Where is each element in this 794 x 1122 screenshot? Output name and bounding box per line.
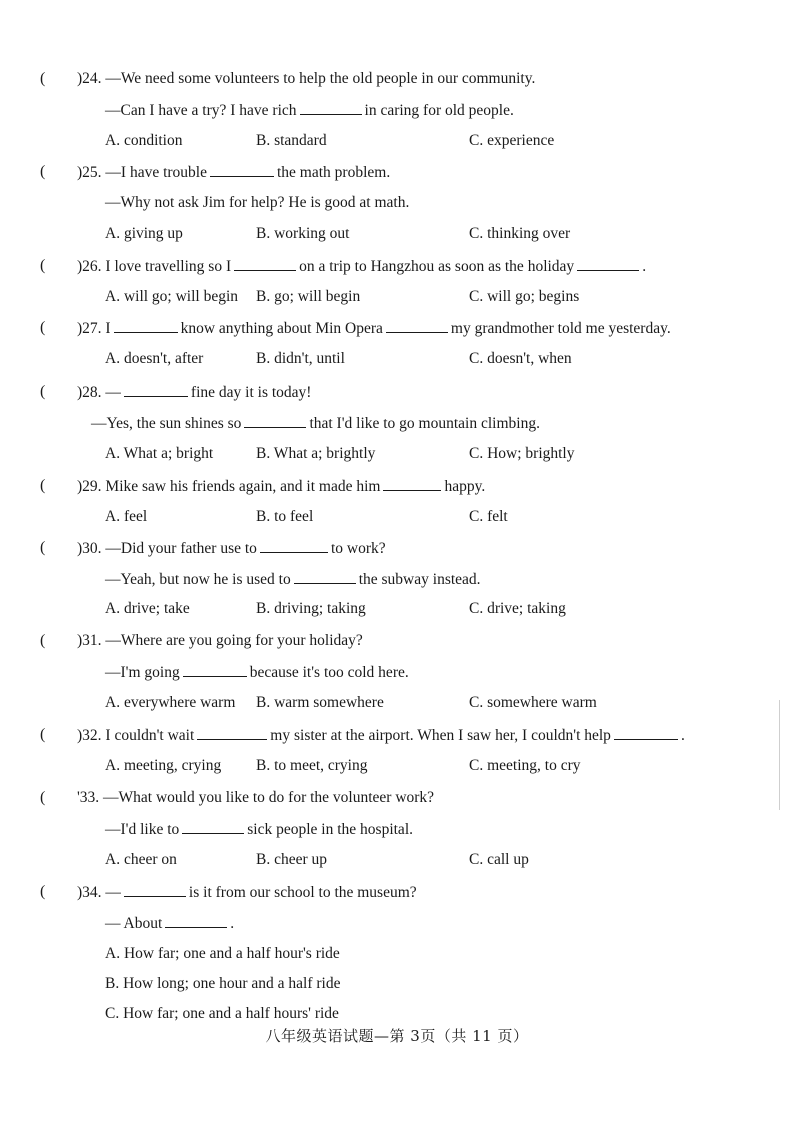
question-stem — [77, 883, 417, 902]
scan-mark — [779, 700, 780, 810]
question-text: happy. — [444, 478, 486, 495]
question-text: )32. I couldn't wait — [77, 727, 195, 744]
answer-blank — [614, 726, 678, 740]
question-line — [91, 414, 540, 433]
question-text: —Can I have a try? I have rich — [105, 102, 297, 119]
question-text: know anything about Min Opera — [180, 320, 383, 337]
question-stem — [77, 70, 535, 88]
answer-paren: ( — [40, 789, 46, 806]
answer-blank — [260, 539, 328, 553]
question-line — [105, 570, 481, 589]
answer-option: A. will go; will begin — [105, 288, 239, 305]
answer-option: A. How far; one and a half hour's ride — [105, 945, 340, 962]
question-text: )24. —We need some volunteers to help the old people in our community. — [77, 70, 536, 87]
question-text: )29. Mike saw his friends again, and it made him — [77, 478, 381, 495]
answer-blank — [386, 319, 448, 333]
answer-option: A. everywhere warm — [105, 694, 236, 711]
question-text: fine day it is today! — [190, 384, 312, 401]
answer-blank — [182, 820, 244, 834]
question-line — [105, 820, 413, 839]
answer-option: C. How far; one and a half hours' ride — [105, 1005, 339, 1022]
answer-option: B. How long; one hour and a half ride — [105, 975, 341, 992]
answer-paren: ( — [40, 477, 46, 494]
page-footer: 八年级英语试题—第 3页（共 11 页） — [265, 1027, 529, 1045]
answer-blank — [124, 883, 186, 897]
answer-option: B. cheer up — [256, 851, 328, 868]
question-line — [105, 663, 409, 682]
answer-blank — [234, 257, 296, 271]
answer-option: C. somewhere warm — [469, 694, 597, 711]
question-text: is it from our school to the museum? — [188, 884, 417, 901]
answer-option: A. giving up — [105, 225, 183, 242]
question-text: —Yes, the sun shines so — [91, 415, 242, 432]
answer-option: B. working out — [256, 225, 350, 242]
answer-option: B. go; will begin — [256, 288, 361, 305]
question-stem — [77, 789, 434, 807]
answer-option: B. warm somewhere — [256, 694, 384, 711]
answer-option: C. call up — [469, 851, 529, 868]
answer-paren: ( — [40, 383, 46, 400]
question-text: that I'd like to go mountain climbing. — [309, 415, 540, 432]
answer-paren: ( — [40, 70, 46, 87]
question-text: —Why not ask Jim for help? He is good at math. — [105, 194, 410, 211]
question-text: sick people in the hospital. — [247, 821, 413, 838]
answer-option: B. What a; brightly — [256, 445, 376, 462]
answer-option: C. will go; begins — [469, 288, 580, 305]
answer-option: A. What a; bright — [105, 445, 214, 462]
answer-paren: ( — [40, 539, 46, 556]
answer-paren: ( — [40, 632, 46, 649]
question-text: —I'd like to — [105, 821, 180, 838]
answer-option: C. felt — [469, 508, 508, 525]
answer-option: B. didn't, until — [256, 350, 345, 367]
question-stem — [77, 632, 363, 650]
answer-option: A. doesn't, after — [105, 350, 204, 367]
question-text: )31. —Where are you going for your holiday? — [77, 632, 363, 649]
question-text: the subway instead. — [358, 571, 481, 588]
question-text: )28. — — [77, 384, 121, 401]
question-line — [105, 914, 234, 933]
answer-option: B. to feel — [256, 508, 314, 525]
answer-option: B. standard — [256, 132, 327, 149]
question-text: )34. — — [77, 884, 121, 901]
answer-paren: ( — [40, 257, 46, 274]
question-text: . — [642, 258, 647, 275]
question-text: )27. I — [77, 320, 111, 337]
answer-paren: ( — [40, 726, 46, 743]
answer-blank — [183, 663, 247, 677]
question-text: because it's too cold here. — [249, 664, 409, 681]
question-text: —Yeah, but now he is used to — [105, 571, 291, 588]
question-stem — [77, 726, 685, 745]
answer-paren: ( — [40, 319, 46, 336]
answer-option: A. feel — [105, 508, 148, 525]
question-text: )26. I love travelling so I — [77, 258, 232, 275]
question-text: on a trip to Hangzhou as soon as the holiday — [299, 258, 575, 275]
question-line — [105, 101, 514, 120]
answer-blank — [114, 319, 178, 333]
question-line — [105, 194, 409, 212]
question-text: to work? — [330, 540, 386, 557]
answer-option: C. meeting, to cry — [469, 757, 581, 774]
question-text: . — [680, 727, 685, 744]
question-text: — About — [105, 915, 163, 932]
answer-blank — [577, 257, 639, 271]
question-text: )30. —Did your father use to — [77, 540, 257, 557]
answer-blank — [124, 383, 188, 397]
question-text: my grandmother told me yesterday. — [450, 320, 671, 337]
answer-option: C. thinking over — [469, 225, 571, 242]
answer-blank — [210, 163, 274, 177]
answer-option: A. drive; take — [105, 600, 190, 617]
question-stem — [77, 163, 390, 182]
answer-paren: ( — [40, 883, 46, 900]
answer-blank — [165, 914, 227, 928]
question-stem — [77, 477, 485, 496]
answer-blank — [197, 726, 267, 740]
question-text: '33. —What would you like to do for the volunteer work? — [77, 789, 435, 806]
answer-option: C. doesn't, when — [469, 350, 572, 367]
question-stem — [77, 319, 671, 338]
question-stem — [77, 383, 311, 402]
question-stem — [77, 257, 646, 276]
answer-paren: ( — [40, 163, 46, 180]
answer-option: A. cheer on — [105, 851, 177, 868]
answer-option: A. condition — [105, 132, 183, 149]
answer-option: C. How; brightly — [469, 445, 575, 462]
answer-blank — [294, 570, 356, 584]
answer-option: B. driving; taking — [256, 600, 366, 617]
question-stem — [77, 539, 386, 558]
question-text: the math problem. — [277, 164, 391, 181]
answer-blank — [244, 414, 306, 428]
answer-blank — [383, 477, 441, 491]
question-text: . — [230, 915, 235, 932]
question-text: )25. —I have trouble — [77, 164, 207, 181]
answer-option: C. experience — [469, 132, 555, 149]
question-text: in caring for old people. — [364, 102, 514, 119]
question-text: —I'm going — [105, 664, 180, 681]
answer-option: C. drive; taking — [469, 600, 566, 617]
answer-option: A. meeting, crying — [105, 757, 222, 774]
answer-option: B. to meet, crying — [256, 757, 368, 774]
question-text: my sister at the airport. When I saw her, I couldn't help — [270, 727, 611, 744]
answer-blank — [300, 101, 362, 115]
